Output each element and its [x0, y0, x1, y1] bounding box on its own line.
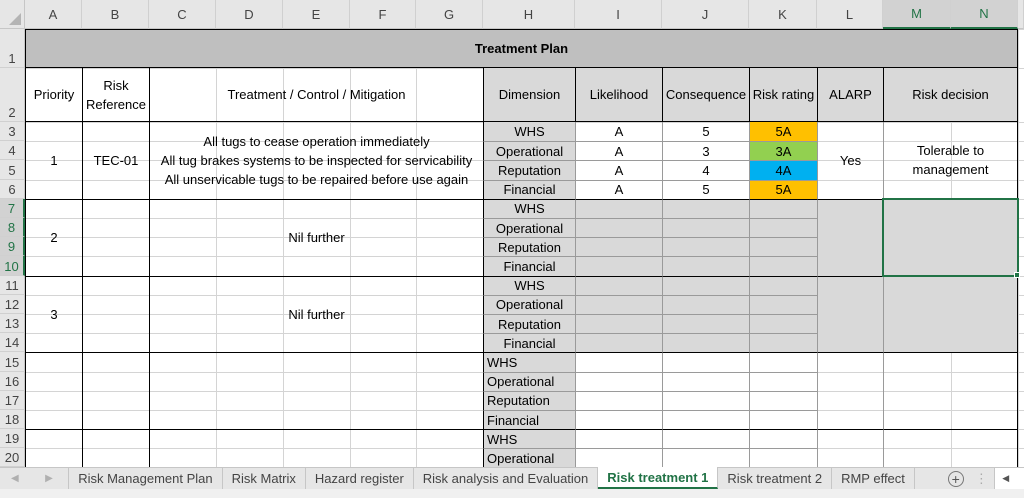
consequence-cell[interactable]: 5 — [662, 180, 749, 199]
row-header-13[interactable]: 13 — [0, 314, 25, 333]
treatment-cell[interactable] — [149, 429, 483, 467]
dimension-cell[interactable]: Reputation — [483, 160, 575, 179]
column-header-h[interactable]: H — [483, 0, 575, 29]
row-header-3[interactable]: 3 — [0, 122, 25, 141]
dimension-cell[interactable]: Reputation — [483, 314, 575, 333]
likelihood-cell[interactable]: A — [575, 160, 662, 179]
treatment-cell[interactable] — [149, 199, 483, 276]
risk-rating-cell[interactable] — [749, 352, 817, 371]
treatment-line: All tugs to cease operation immediately — [203, 133, 430, 149]
risk-rating-cell[interactable] — [749, 295, 817, 314]
risk-rating-cell[interactable] — [749, 333, 817, 352]
likelihood-cell[interactable] — [575, 237, 662, 256]
dimension-cell[interactable]: Operational — [483, 218, 575, 237]
row-header-12[interactable]: 12 — [0, 295, 25, 314]
hscroll-track[interactable] — [1016, 468, 1024, 489]
alarp-cell[interactable] — [817, 429, 883, 467]
row-header-20[interactable]: 20 — [0, 448, 25, 467]
consequence-cell[interactable] — [662, 199, 749, 218]
treatment-line: All unservicable tugs to be repaired before use again — [164, 171, 469, 187]
risk-rating-cell[interactable] — [749, 372, 817, 391]
treatment-line: Nil further — [288, 230, 345, 246]
consequence-cell[interactable] — [662, 448, 749, 467]
risk-decision-cell[interactable] — [883, 199, 1018, 276]
consequence-cell[interactable] — [662, 218, 749, 237]
row-header-9[interactable]: 9 — [0, 237, 25, 256]
priority-cell[interactable]: 2 — [25, 199, 82, 276]
column-header-e[interactable]: E — [283, 0, 350, 29]
row-header-19[interactable]: 19 — [0, 429, 25, 448]
likelihood-cell[interactable] — [575, 218, 662, 237]
treatment-line: All tug brakes systems to be inspected for servicability — [160, 152, 473, 168]
consequence-cell[interactable] — [662, 314, 749, 333]
risk-rating-cell[interactable] — [749, 410, 817, 429]
tab-split-handle[interactable]: ⋮ — [974, 470, 988, 486]
consequence-cell[interactable]: 5 — [662, 122, 749, 141]
row-header-11[interactable]: 11 — [0, 276, 25, 295]
dimension-cell[interactable]: WHS — [483, 352, 575, 371]
dimension-cell[interactable]: WHS — [483, 429, 575, 448]
consequence-cell[interactable] — [662, 333, 749, 352]
row-header-8[interactable]: 8 — [0, 218, 25, 237]
consequence-cell[interactable] — [662, 276, 749, 295]
risk-reference-cell[interactable] — [82, 429, 149, 467]
column-header-n[interactable]: N — [951, 0, 1018, 29]
dimension-cell[interactable]: WHS — [483, 276, 575, 295]
sheet-tab-risk-management-plan[interactable]: Risk Management Plan — [69, 468, 222, 489]
fill-handle[interactable] — [1014, 272, 1020, 278]
risk-rating-cell[interactable] — [749, 199, 817, 218]
likelihood-cell[interactable]: A — [575, 122, 662, 141]
tab-scroll-prev-icon[interactable]: ◀ — [10, 473, 19, 484]
consequence-cell[interactable] — [662, 256, 749, 275]
dimension-cell[interactable]: Financial — [483, 256, 575, 275]
risk-rating-cell[interactable] — [749, 256, 817, 275]
header-treatment[interactable]: Treatment / Control / Mitigation — [149, 68, 483, 122]
risk-decision-cell[interactable]: Tolerable to management — [883, 122, 1018, 199]
gridline — [1018, 29, 1019, 467]
risk-rating-cell[interactable]: 4A — [749, 160, 817, 179]
dimension-cell[interactable]: Operational — [483, 295, 575, 314]
alarp-cell[interactable]: Yes — [817, 122, 883, 199]
sheet-title[interactable]: Treatment Plan — [25, 29, 1018, 68]
risk-decision-cell[interactable] — [883, 429, 1018, 467]
row-header-14[interactable]: 14 — [0, 333, 25, 352]
priority-cell[interactable] — [25, 429, 82, 467]
hscroll-left-button[interactable]: ◀ — [994, 468, 1016, 489]
sheet-tab-rmp-effect[interactable]: RMP effect — [832, 468, 915, 489]
header-likelihood[interactable]: Likelihood — [575, 68, 662, 122]
risk-rating-cell[interactable] — [749, 391, 817, 410]
risk-decision-cell[interactable] — [883, 276, 1018, 353]
risk-rating-cell[interactable]: 5A — [749, 180, 817, 199]
likelihood-cell[interactable] — [575, 352, 662, 371]
risk-reference-cell[interactable] — [82, 276, 149, 353]
status-bar — [0, 489, 1024, 498]
dimension-cell[interactable]: Financial — [483, 333, 575, 352]
alarp-cell[interactable] — [817, 276, 883, 353]
header-risk-rating[interactable]: Risk rating — [749, 68, 817, 122]
row-header-7[interactable]: 7 — [0, 199, 25, 218]
header-priority[interactable]: Priority — [25, 68, 82, 122]
consequence-cell[interactable] — [662, 429, 749, 448]
dimension-cell[interactable]: Operational — [483, 141, 575, 160]
column-header-j[interactable]: J — [662, 0, 749, 29]
likelihood-cell[interactable] — [575, 448, 662, 467]
likelihood-cell[interactable] — [575, 314, 662, 333]
risk-rating-cell[interactable] — [749, 448, 817, 467]
risk-rating-cell[interactable] — [749, 429, 817, 448]
risk-reference-cell[interactable]: TEC-01 — [82, 122, 149, 199]
sheet-tab-risk-treatment-1[interactable]: Risk treatment 1 — [598, 467, 718, 489]
column-header-o[interactable] — [1018, 0, 1024, 29]
column-header-l[interactable]: L — [817, 0, 883, 29]
priority-cell[interactable]: 3 — [25, 276, 82, 353]
risk-rating-cell[interactable] — [749, 314, 817, 333]
row-header-16[interactable]: 16 — [0, 372, 25, 391]
row-header-6[interactable]: 6 — [0, 180, 25, 199]
consequence-cell[interactable] — [662, 352, 749, 371]
consequence-cell[interactable]: 3 — [662, 141, 749, 160]
likelihood-cell[interactable]: A — [575, 141, 662, 160]
likelihood-cell[interactable] — [575, 333, 662, 352]
row-header-2[interactable]: 2 — [0, 68, 25, 122]
plus-icon: + — [948, 471, 964, 487]
likelihood-cell[interactable] — [575, 410, 662, 429]
consequence-cell[interactable] — [662, 391, 749, 410]
add-sheet-button[interactable] — [937, 468, 975, 489]
dimension-cell[interactable]: Reputation — [483, 237, 575, 256]
alarp-cell[interactable] — [817, 199, 883, 276]
dimension-cell[interactable]: Financial — [483, 180, 575, 199]
priority-cell[interactable] — [25, 352, 82, 429]
likelihood-cell[interactable] — [575, 199, 662, 218]
risk-rating-cell[interactable]: 5A — [749, 122, 817, 141]
likelihood-cell[interactable] — [575, 276, 662, 295]
column-header-f[interactable]: F — [350, 0, 416, 29]
header-dimension[interactable]: Dimension — [483, 68, 575, 122]
row-header-15[interactable]: 15 — [0, 352, 25, 371]
row-header-18[interactable]: 18 — [0, 410, 25, 429]
priority-cell[interactable]: 1 — [25, 122, 82, 199]
risk-rating-cell[interactable] — [749, 218, 817, 237]
dimension-cell[interactable]: Reputation — [483, 391, 575, 410]
risk-rating-cell[interactable]: 3A — [749, 141, 817, 160]
likelihood-cell[interactable] — [575, 429, 662, 448]
tab-scroll-next-icon[interactable]: ▶ — [30, 468, 70, 489]
likelihood-cell[interactable] — [575, 372, 662, 391]
select-all-corner[interactable] — [0, 0, 25, 29]
risk-reference-cell[interactable] — [82, 352, 149, 429]
row-header-17[interactable]: 17 — [0, 391, 25, 410]
sheet-tab-bar — [0, 467, 1024, 489]
row-header-5[interactable]: 5 — [0, 160, 25, 179]
sheet-tab-risk-analysis-and-evaluation[interactable]: Risk analysis and Evaluation — [414, 468, 598, 489]
row-header-4[interactable]: 4 — [0, 141, 25, 160]
column-header-d[interactable]: D — [216, 0, 283, 29]
consequence-cell[interactable] — [662, 237, 749, 256]
header-consequence[interactable]: Consequence — [662, 68, 749, 122]
consequence-cell[interactable] — [662, 295, 749, 314]
row-header-1[interactable]: 1 — [0, 29, 25, 68]
column-header-b[interactable]: B — [82, 0, 149, 29]
risk-rating-cell[interactable] — [749, 276, 817, 295]
column-header-k[interactable]: K — [749, 0, 817, 29]
treatment-cell[interactable] — [149, 352, 483, 429]
sheet-tab-risk-matrix[interactable]: Risk Matrix — [223, 468, 306, 489]
likelihood-cell[interactable] — [575, 256, 662, 275]
header-risk-reference[interactable]: Risk Reference — [82, 68, 149, 122]
likelihood-cell[interactable] — [575, 295, 662, 314]
row-header-10[interactable]: 10 — [0, 256, 25, 275]
column-header-c[interactable]: C — [149, 0, 216, 29]
alarp-cell[interactable] — [817, 352, 883, 429]
sheet-tab-hazard-register[interactable]: Hazard register — [306, 468, 414, 489]
dimension-cell[interactable]: Operational — [483, 372, 575, 391]
consequence-cell[interactable]: 4 — [662, 160, 749, 179]
likelihood-cell[interactable] — [575, 391, 662, 410]
column-header-m[interactable]: M — [883, 0, 951, 29]
dimension-cell[interactable]: WHS — [483, 122, 575, 141]
dimension-cell[interactable]: Operational — [483, 448, 575, 467]
header-alarp[interactable]: ALARP — [817, 68, 883, 122]
risk-rating-cell[interactable] — [749, 237, 817, 256]
column-header-a[interactable]: A — [25, 0, 82, 29]
risk-decision-cell[interactable] — [883, 352, 1018, 429]
header-risk-decision[interactable]: Risk decision — [883, 68, 1018, 122]
likelihood-cell[interactable]: A — [575, 180, 662, 199]
sheet-tabs — [69, 468, 915, 489]
risk-reference-cell[interactable] — [82, 199, 149, 276]
treatment-cell[interactable] — [149, 122, 483, 199]
sheet-tab-risk-treatment-2[interactable]: Risk treatment 2 — [718, 468, 832, 489]
consequence-cell[interactable] — [662, 410, 749, 429]
column-header-g[interactable]: G — [416, 0, 483, 29]
treatment-cell[interactable] — [149, 276, 483, 353]
treatment-line: Nil further — [288, 306, 345, 322]
dimension-cell[interactable]: Financial — [483, 410, 575, 429]
dimension-cell[interactable]: WHS — [483, 199, 575, 218]
column-header-i[interactable]: I — [575, 0, 662, 29]
consequence-cell[interactable] — [662, 372, 749, 391]
